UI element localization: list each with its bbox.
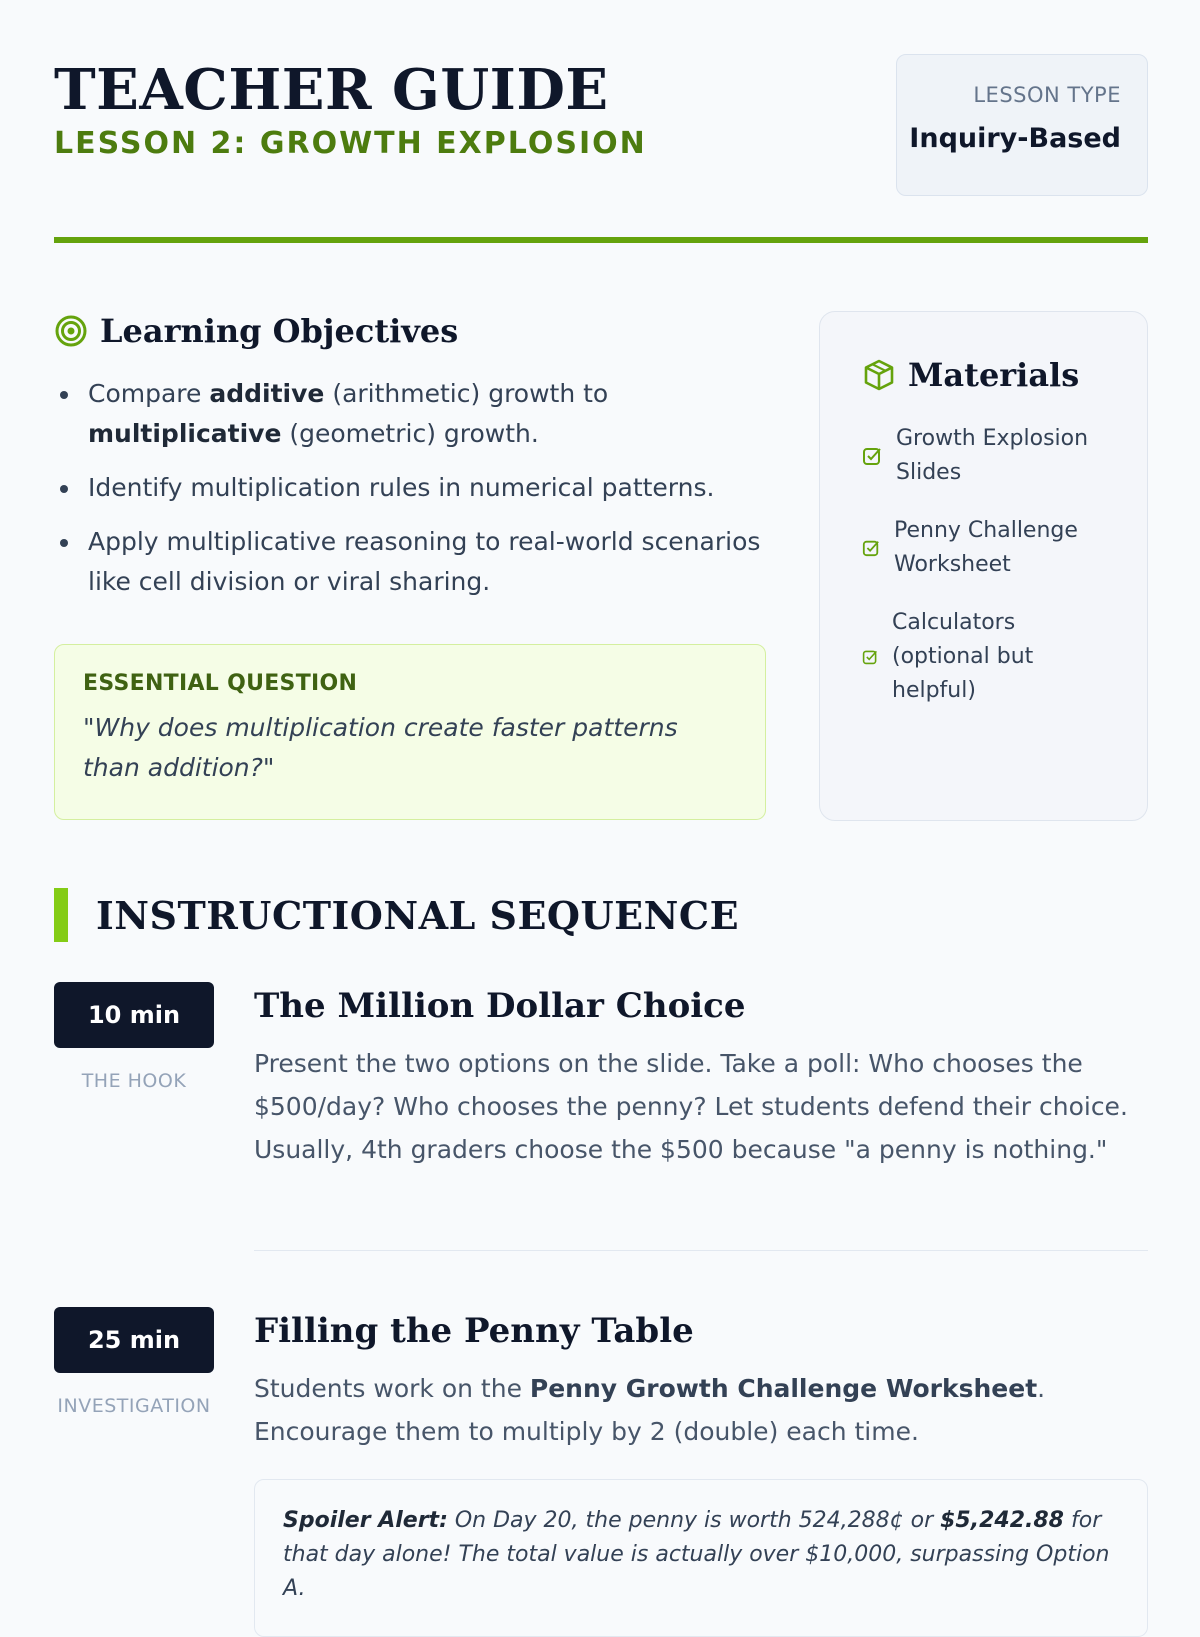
lesson-type-box xyxy=(896,54,1148,196)
step-body xyxy=(254,1307,1148,1637)
time-badge: 10 min xyxy=(54,982,214,1048)
page-title: TEACHER GUIDE xyxy=(54,57,609,123)
objectives-list xyxy=(54,374,774,616)
material-item xyxy=(862,422,1117,490)
lesson-type-label: LESSON TYPE xyxy=(973,83,1121,107)
phase-label: INVESTIGATION xyxy=(57,1395,211,1417)
page-header xyxy=(54,54,1148,244)
step-body xyxy=(254,982,1148,1171)
material-item xyxy=(862,514,1117,582)
material-label: Calculators (optional but helpful) xyxy=(892,610,1034,703)
material-item xyxy=(862,606,1117,708)
objective-item: Compare additive (arithmetic) growth to multiplicative (geometric) growth. xyxy=(54,374,774,454)
step-title: The Million Dollar Choice xyxy=(254,986,746,1026)
checkbox-icon xyxy=(862,539,880,557)
header-divider xyxy=(54,237,1148,243)
essential-question-box xyxy=(54,644,766,820)
lesson-subtitle: LESSON 2: GROWTH EXPLOSION xyxy=(54,126,647,161)
box-icon xyxy=(862,358,896,392)
sequence-title: INSTRUCTIONAL SEQUENCE xyxy=(96,892,740,938)
objective-item: Apply multiplicative reasoning to real-world scenarios like cell division or viral sharing. xyxy=(54,522,774,602)
essential-question-text: "Why does multiplication create faster patterns than addition?" xyxy=(83,713,678,782)
checkbox-icon xyxy=(862,446,882,466)
essential-question-label: ESSENTIAL QUESTION xyxy=(83,671,358,696)
step-divider xyxy=(254,1250,1148,1251)
phase-label: THE HOOK xyxy=(81,1070,187,1092)
checkbox-icon xyxy=(862,649,878,665)
section-accent-bar xyxy=(54,888,68,942)
lesson-type-value: Inquiry-Based xyxy=(909,123,1121,154)
material-label: Growth Explosion Slides xyxy=(896,426,1089,485)
objectives-heading xyxy=(54,312,458,350)
target-icon xyxy=(54,314,88,348)
materials-card xyxy=(819,311,1148,821)
sequence-heading xyxy=(54,888,739,942)
spoiler-box: Spoiler Alert: On Day 20, the penny is worth 524,288¢ or $5,242.88 for that day alone! The total value is actually over $10,000, surpassing Option A. xyxy=(254,1479,1148,1637)
materials-heading xyxy=(862,356,1117,394)
step-description: Present the two options on the slide. Take a poll: Who chooses the $500/day? Who chooses the penny? Let students defend their choice. Usually, 4th graders choose the $500 because "a penny is nothing." xyxy=(254,1049,1128,1164)
materials-title: Materials xyxy=(908,356,1080,394)
objectives-title: Learning Objectives xyxy=(100,312,459,350)
objective-item: Identify multiplication rules in numerical patterns. xyxy=(54,468,774,508)
spoiler-label: Spoiler Alert: xyxy=(283,1508,448,1533)
time-badge: 25 min xyxy=(54,1307,214,1373)
step-description: Students work on the Penny Growth Challenge Worksheet. Encourage them to multiply by 2 (double) each time. xyxy=(254,1374,1046,1446)
step-title: Filling the Penny Table xyxy=(254,1311,694,1351)
material-label: Penny Challenge Worksheet xyxy=(894,518,1078,577)
